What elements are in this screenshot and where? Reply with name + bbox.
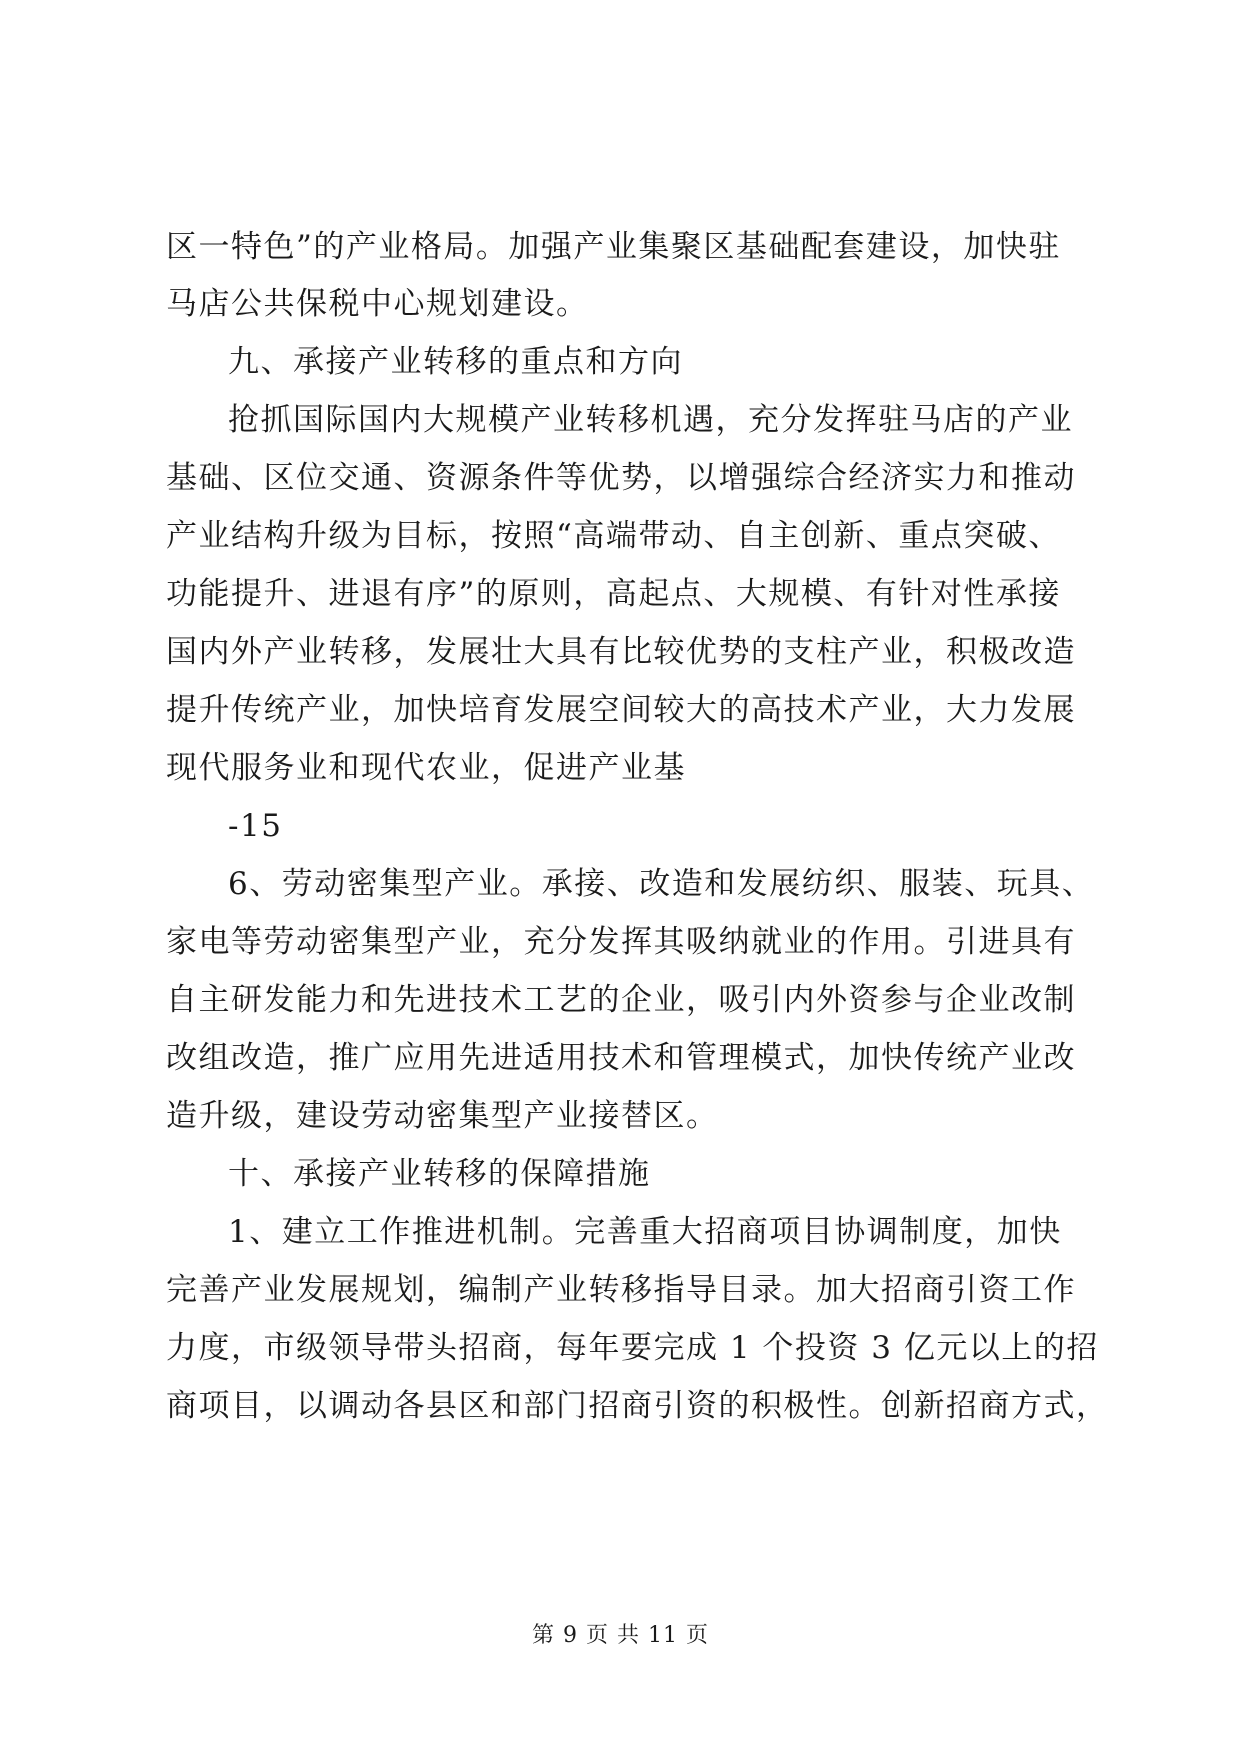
- body-line: 区一特色”的产业格局。加强产业集聚区基础配套建设，加快驻: [166, 229, 1061, 265]
- section-heading: 九、承接产业转移的重点和方向: [228, 344, 683, 380]
- body-line: 家电等劳动密集型产业，充分发挥其吸纳就业的作用。引进具有: [166, 924, 1076, 960]
- body-line: 自主研发能力和先进技术工艺的企业，吸引内外资参与企业改制: [166, 982, 1076, 1018]
- paragraph-first-line: 6、劳动密集型产业。承接、改造和发展纺织、服装、玩具、: [228, 866, 1095, 902]
- page-fragment-number: -15: [228, 808, 283, 844]
- paragraph-first-line: 1、建立工作推进机制。完善重大招商项目协调制度，加快: [228, 1214, 1062, 1250]
- body-line: 造升级，建设劳动密集型产业接替区。: [166, 1098, 719, 1134]
- body-line: 现代服务业和现代农业，促进产业基: [166, 750, 686, 786]
- body-line: 改组改造，推广应用先进适用技术和管理模式，加快传统产业改: [166, 1040, 1076, 1076]
- body-line: 产业结构升级为目标，按照“高端带动、自主创新、重点突破、: [166, 518, 1061, 554]
- body-line: 功能提升、进退有序”的原则，高起点、大规模、有针对性承接: [166, 576, 1061, 612]
- body-line: 马店公共保税中心规划建设。: [166, 286, 589, 322]
- body-line: 商项目，以调动各县区和部门招商引资的积极性。创新招商方式，: [166, 1388, 1109, 1424]
- body-line: 基础、区位交通、资源条件等优势，以增强综合经济实力和推动: [166, 460, 1076, 496]
- body-line: 提升传统产业，加快培育发展空间较大的高技术产业，大力发展: [166, 692, 1076, 728]
- body-line: 力度，市级领导带头招商，每年要完成 1 个投资 3 亿元以上的招: [166, 1330, 1099, 1366]
- paragraph-first-line: 抢抓国际国内大规模产业转移机遇，充分发挥驻马店的产业: [228, 402, 1073, 438]
- section-heading: 十、承接产业转移的保障措施: [228, 1156, 651, 1192]
- body-line: 完善产业发展规划，编制产业转移指导目录。加大招商引资工作: [166, 1272, 1076, 1308]
- body-line: 国内外产业转移，发展壮大具有比较优势的支柱产业，积极改造: [166, 634, 1076, 670]
- page-footer: 第 9 页 共 11 页: [532, 1623, 709, 1648]
